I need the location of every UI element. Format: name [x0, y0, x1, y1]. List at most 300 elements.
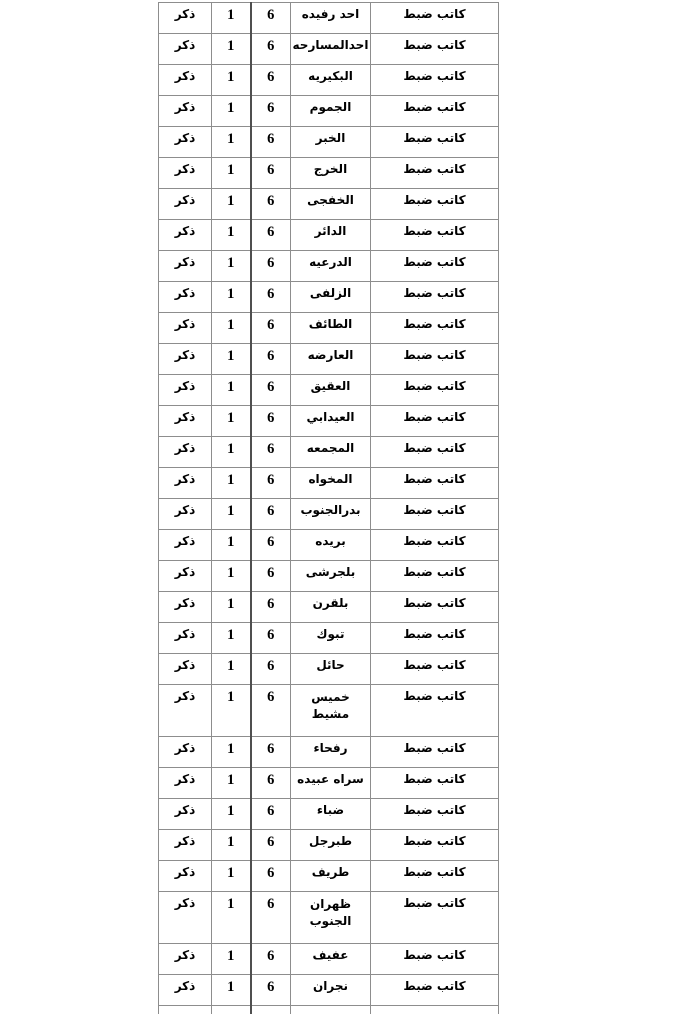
cell-city-text: احد رفيده — [301, 7, 360, 21]
cell-title-text: كاتب ضبط — [403, 69, 466, 83]
cell-title-text: كاتب ضبط — [403, 689, 466, 703]
cell-count — [212, 313, 251, 344]
cell-count-text: 1 — [227, 948, 235, 964]
cell-grade-text: 6 — [267, 379, 275, 395]
cell-grade-text: 6 — [267, 286, 275, 302]
table-row — [159, 3, 499, 34]
cell-title — [371, 737, 499, 768]
cell-city — [291, 654, 371, 685]
table-row — [159, 561, 499, 592]
cell-title — [371, 530, 499, 561]
cell-count-text: 1 — [227, 741, 235, 757]
cell-title — [371, 344, 499, 375]
cell-grade — [251, 189, 291, 220]
cell-grade-text: 6 — [267, 658, 275, 674]
cell-count — [212, 654, 251, 685]
cell-count — [212, 737, 251, 768]
cell-gender — [159, 530, 212, 561]
cell-grade-text: 6 — [267, 865, 275, 881]
cell-grade — [251, 944, 291, 975]
cell-gender-text: ذكر — [174, 596, 196, 610]
cell-city-text: بلجرشى — [305, 565, 356, 579]
cell-count — [212, 892, 251, 944]
cell-gender — [159, 892, 212, 944]
cell-city-text: رفحاء — [313, 741, 348, 755]
cell-title-text: كاتب ضبط — [403, 131, 466, 145]
cell-grade-text: 6 — [267, 534, 275, 550]
table-row — [159, 251, 499, 282]
cell-city — [291, 468, 371, 499]
cell-city-text: الخرج — [313, 162, 348, 176]
cell-title-text: كاتب ضبط — [403, 834, 466, 848]
cell-city-text: العارضه — [307, 348, 354, 362]
cell-title-text: كاتب ضبط — [403, 38, 466, 52]
cell-count-text: 1 — [227, 286, 235, 302]
cell-grade — [251, 654, 291, 685]
cell-title-text: كاتب ضبط — [403, 410, 466, 424]
cell-grade-text: 6 — [267, 441, 275, 457]
cell-city — [291, 34, 371, 65]
cell-city-empty — [291, 1006, 371, 1014]
cell-gender-text: ذكر — [174, 772, 196, 786]
cell-city — [291, 737, 371, 768]
cell-gender-text: ذكر — [174, 565, 196, 579]
cell-title-text: كاتب ضبط — [403, 948, 466, 962]
cell-count — [212, 375, 251, 406]
cell-count-text: 1 — [227, 627, 235, 643]
cell-city — [291, 3, 371, 34]
cell-gender-text: ذكر — [174, 627, 196, 641]
cell-gender — [159, 737, 212, 768]
cell-city — [291, 375, 371, 406]
cell-grade — [251, 861, 291, 892]
cell-city — [291, 768, 371, 799]
cell-grade — [251, 468, 291, 499]
cell-grade-text: 6 — [267, 979, 275, 995]
cell-city — [291, 96, 371, 127]
cell-gender-text: ذكر — [174, 193, 196, 207]
cell-gender — [159, 406, 212, 437]
cell-grade-text: 6 — [267, 7, 275, 23]
cell-grade-empty — [251, 1006, 291, 1014]
cell-city — [291, 975, 371, 1006]
cell-gender — [159, 468, 212, 499]
cell-grade-text: 6 — [267, 772, 275, 788]
cell-title-text: كاتب ضبط — [403, 979, 466, 993]
cell-gender-text: ذكر — [174, 162, 196, 176]
cell-gender-empty — [159, 1006, 212, 1014]
cell-title — [371, 406, 499, 437]
cell-count — [212, 561, 251, 592]
cell-title — [371, 251, 499, 282]
cell-title-empty — [371, 1006, 499, 1014]
cell-grade — [251, 127, 291, 158]
cell-gender — [159, 623, 212, 654]
cell-title — [371, 375, 499, 406]
table-row — [159, 127, 499, 158]
cell-grade — [251, 344, 291, 375]
cell-count — [212, 830, 251, 861]
cell-grade — [251, 892, 291, 944]
cell-title-text: كاتب ضبط — [403, 379, 466, 393]
cell-title-text: كاتب ضبط — [403, 224, 466, 238]
cell-title — [371, 96, 499, 127]
cell-grade-text: 6 — [267, 896, 275, 912]
cell-city-text: الجموم — [309, 100, 352, 114]
cell-gender-text: ذكر — [174, 979, 196, 993]
cell-gender — [159, 654, 212, 685]
cell-grade-text: 6 — [267, 38, 275, 54]
cell-gender — [159, 861, 212, 892]
cell-title-text: كاتب ضبط — [403, 741, 466, 755]
cell-count — [212, 530, 251, 561]
cell-grade-text: 6 — [267, 193, 275, 209]
table-row — [159, 375, 499, 406]
cell-city-text: عفيف — [312, 948, 349, 962]
cell-grade — [251, 251, 291, 282]
cell-count-text: 1 — [227, 689, 235, 705]
cell-title — [371, 685, 499, 737]
cell-title-text: كاتب ضبط — [403, 193, 466, 207]
cell-title-text: كاتب ضبط — [403, 658, 466, 672]
cell-count-text: 1 — [227, 193, 235, 209]
cell-gender — [159, 375, 212, 406]
cell-city-text: احدالمسارحه — [292, 38, 369, 52]
cell-city — [291, 685, 371, 737]
cell-gender — [159, 499, 212, 530]
cell-title — [371, 437, 499, 468]
cell-gender — [159, 799, 212, 830]
cell-city — [291, 530, 371, 561]
cell-count — [212, 158, 251, 189]
cell-gender — [159, 251, 212, 282]
cell-gender-text: ذكر — [174, 38, 196, 52]
cell-city-text: تبوك — [316, 627, 345, 641]
cell-count-text: 1 — [227, 317, 235, 333]
cell-city-text: بريده — [315, 534, 346, 548]
cell-grade — [251, 830, 291, 861]
cell-city — [291, 282, 371, 313]
cell-title — [371, 944, 499, 975]
cell-count-text: 1 — [227, 658, 235, 674]
cell-gender-text: ذكر — [174, 69, 196, 83]
cell-grade-text: 6 — [267, 317, 275, 333]
cell-count — [212, 592, 251, 623]
cell-title — [371, 768, 499, 799]
cell-gender — [159, 189, 212, 220]
cell-gender — [159, 3, 212, 34]
cell-gender-text: ذكر — [174, 896, 196, 910]
cell-gender — [159, 975, 212, 1006]
cell-city-text: ضباء — [316, 803, 345, 817]
cell-city-text: الخبر — [315, 131, 346, 145]
table-row — [159, 592, 499, 623]
cell-title-text: كاتب ضبط — [403, 865, 466, 879]
cell-title-text: كاتب ضبط — [403, 772, 466, 786]
cell-city — [291, 499, 371, 530]
cell-count — [212, 251, 251, 282]
table-row — [159, 737, 499, 768]
cell-city — [291, 127, 371, 158]
cell-gender-text: ذكر — [174, 286, 196, 300]
cell-count-text: 1 — [227, 803, 235, 819]
cell-city-text: بلقرن — [312, 596, 349, 610]
cell-title — [371, 499, 499, 530]
cell-title-text: كاتب ضبط — [403, 317, 466, 331]
cell-grade-text: 6 — [267, 100, 275, 116]
cell-gender — [159, 96, 212, 127]
cell-count-text: 1 — [227, 534, 235, 550]
cell-count — [212, 975, 251, 1006]
cell-title-text: كاتب ضبط — [403, 803, 466, 817]
cell-gender-text: ذكر — [174, 534, 196, 548]
cell-gender — [159, 282, 212, 313]
cell-title — [371, 892, 499, 944]
cell-title-text: كاتب ضبط — [403, 503, 466, 517]
cell-title-text: كاتب ضبط — [403, 596, 466, 610]
table-row — [159, 944, 499, 975]
cell-gender — [159, 944, 212, 975]
cell-city — [291, 561, 371, 592]
cell-grade-text: 6 — [267, 565, 275, 581]
cell-title-text: كاتب ضبط — [403, 534, 466, 548]
cell-count — [212, 468, 251, 499]
cell-city — [291, 158, 371, 189]
table-row — [159, 530, 499, 561]
cell-gender-text: ذكر — [174, 658, 196, 672]
cell-gender-text: ذكر — [174, 100, 196, 114]
cell-city — [291, 830, 371, 861]
table-row — [159, 892, 499, 944]
table-row — [159, 65, 499, 96]
cell-title-text: كاتب ضبط — [403, 100, 466, 114]
cell-gender — [159, 34, 212, 65]
cell-city — [291, 944, 371, 975]
cell-gender — [159, 313, 212, 344]
cell-title-text: كاتب ضبط — [403, 472, 466, 486]
cell-title — [371, 189, 499, 220]
cell-count — [212, 768, 251, 799]
cell-grade-text: 6 — [267, 689, 275, 705]
cell-gender-text: ذكر — [174, 689, 196, 703]
table-row — [159, 96, 499, 127]
cell-title — [371, 592, 499, 623]
cell-count — [212, 96, 251, 127]
cell-city-text: الخفجى — [307, 193, 354, 207]
cell-count-text: 1 — [227, 38, 235, 54]
cell-city — [291, 799, 371, 830]
table-row — [159, 282, 499, 313]
cell-gender-text: ذكر — [174, 379, 196, 393]
cell-count — [212, 189, 251, 220]
cell-count-empty — [212, 1006, 251, 1014]
cell-count-text: 1 — [227, 596, 235, 612]
table-row — [159, 768, 499, 799]
cell-count-text: 1 — [227, 224, 235, 240]
cell-count-text: 1 — [227, 379, 235, 395]
cell-gender-text: ذكر — [174, 865, 196, 879]
cell-city — [291, 220, 371, 251]
cell-city-text: الدرعيه — [309, 255, 352, 269]
cell-title — [371, 561, 499, 592]
cell-count — [212, 282, 251, 313]
cell-gender-text: ذكر — [174, 317, 196, 331]
cell-title — [371, 34, 499, 65]
cell-city-text: الطائف — [308, 317, 353, 331]
cell-gender — [159, 220, 212, 251]
cell-grade — [251, 65, 291, 96]
cell-city-text: سراه عبيده — [297, 772, 364, 786]
cell-title-text: كاتب ضبط — [403, 348, 466, 362]
table-row — [159, 34, 499, 65]
cell-count-text: 1 — [227, 131, 235, 147]
cell-count-text: 1 — [227, 441, 235, 457]
cell-title — [371, 220, 499, 251]
cell-gender-text: ذكر — [174, 948, 196, 962]
table-row — [159, 654, 499, 685]
cell-count — [212, 861, 251, 892]
cell-grade-text: 6 — [267, 69, 275, 85]
cell-grade-text: 6 — [267, 472, 275, 488]
cell-title — [371, 158, 499, 189]
cell-city-text: البكيريه — [308, 69, 353, 83]
cell-count-text: 1 — [227, 834, 235, 850]
cell-gender — [159, 830, 212, 861]
cell-title-text: كاتب ضبط — [403, 7, 466, 21]
cell-title — [371, 654, 499, 685]
table-row — [159, 499, 499, 530]
cell-city-text: طبرجل — [308, 834, 353, 848]
cell-city — [291, 65, 371, 96]
cell-gender — [159, 592, 212, 623]
table-row — [159, 437, 499, 468]
records-table — [158, 2, 499, 1014]
cell-grade — [251, 34, 291, 65]
cell-title-text: كاتب ضبط — [403, 565, 466, 579]
cell-title — [371, 282, 499, 313]
cell-city — [291, 406, 371, 437]
cell-grade-text: 6 — [267, 224, 275, 240]
cell-count-text: 1 — [227, 410, 235, 426]
cell-city — [291, 344, 371, 375]
cell-city-text: طريف — [311, 865, 350, 879]
cell-title — [371, 975, 499, 1006]
cell-grade-text: 6 — [267, 803, 275, 819]
cell-title-text: كاتب ضبط — [403, 162, 466, 176]
cell-city — [291, 861, 371, 892]
cell-city — [291, 592, 371, 623]
cell-city-text: نجران — [313, 979, 348, 993]
cell-city-text: العيدابي — [306, 410, 355, 424]
table-row — [159, 158, 499, 189]
cell-title — [371, 3, 499, 34]
cell-gender-text: ذكر — [174, 255, 196, 269]
cell-grade-text: 6 — [267, 162, 275, 178]
cell-count-text: 1 — [227, 348, 235, 364]
cell-title — [371, 861, 499, 892]
cell-title-text: كاتب ضبط — [403, 896, 466, 910]
cell-city — [291, 437, 371, 468]
cell-grade — [251, 592, 291, 623]
cell-count — [212, 944, 251, 975]
cell-grade — [251, 3, 291, 34]
cell-count — [212, 220, 251, 251]
cell-grade — [251, 220, 291, 251]
cell-city — [291, 623, 371, 654]
cell-city-text: حائل — [316, 658, 345, 672]
cell-city — [291, 189, 371, 220]
cell-count-text: 1 — [227, 162, 235, 178]
cell-gender — [159, 561, 212, 592]
cell-city-text: المجمعه — [306, 441, 355, 455]
cell-count-text: 1 — [227, 69, 235, 85]
cell-gender-text: ذكر — [174, 348, 196, 362]
cell-gender-text: ذكر — [174, 803, 196, 817]
cell-title — [371, 65, 499, 96]
cell-grade — [251, 737, 291, 768]
cell-title-text: كاتب ضبط — [403, 441, 466, 455]
cell-city — [291, 251, 371, 282]
cell-title-text: كاتب ضبط — [403, 255, 466, 269]
cell-grade — [251, 406, 291, 437]
cell-grade — [251, 975, 291, 1006]
cell-count — [212, 34, 251, 65]
table-row — [159, 313, 499, 344]
cell-count-text: 1 — [227, 255, 235, 271]
cell-city-text: الزلفى — [309, 286, 352, 300]
table-row — [159, 685, 499, 737]
cell-gender — [159, 344, 212, 375]
cell-gender — [159, 127, 212, 158]
cell-gender-text: ذكر — [174, 741, 196, 755]
records-table-body — [159, 3, 499, 1014]
cell-title — [371, 623, 499, 654]
cell-count — [212, 685, 251, 737]
cell-gender-text: ذكر — [174, 7, 196, 21]
cell-title — [371, 830, 499, 861]
cell-grade — [251, 685, 291, 737]
cell-grade — [251, 282, 291, 313]
cell-count-text: 1 — [227, 565, 235, 581]
cell-count — [212, 406, 251, 437]
cell-title — [371, 127, 499, 158]
cell-gender — [159, 65, 212, 96]
cell-grade-text: 6 — [267, 348, 275, 364]
cell-grade — [251, 313, 291, 344]
cell-grade-text: 6 — [267, 741, 275, 757]
cell-count-text: 1 — [227, 100, 235, 116]
table-row-partial — [159, 1006, 499, 1014]
cell-gender-text: ذكر — [174, 224, 196, 238]
cell-gender-text: ذكر — [174, 472, 196, 486]
cell-count — [212, 65, 251, 96]
cell-grade — [251, 530, 291, 561]
cell-count-text: 1 — [227, 979, 235, 995]
table-row — [159, 344, 499, 375]
cell-grade — [251, 623, 291, 654]
cell-grade-text: 6 — [267, 834, 275, 850]
cell-count-text: 1 — [227, 772, 235, 788]
cell-gender — [159, 437, 212, 468]
cell-count-text: 1 — [227, 472, 235, 488]
cell-grade — [251, 499, 291, 530]
cell-count-text: 1 — [227, 7, 235, 23]
cell-city-text: المخواه — [308, 472, 353, 486]
cell-title-text: كاتب ضبط — [403, 286, 466, 300]
cell-gender — [159, 768, 212, 799]
cell-city-text: العقيق — [310, 379, 351, 393]
cell-city — [291, 313, 371, 344]
